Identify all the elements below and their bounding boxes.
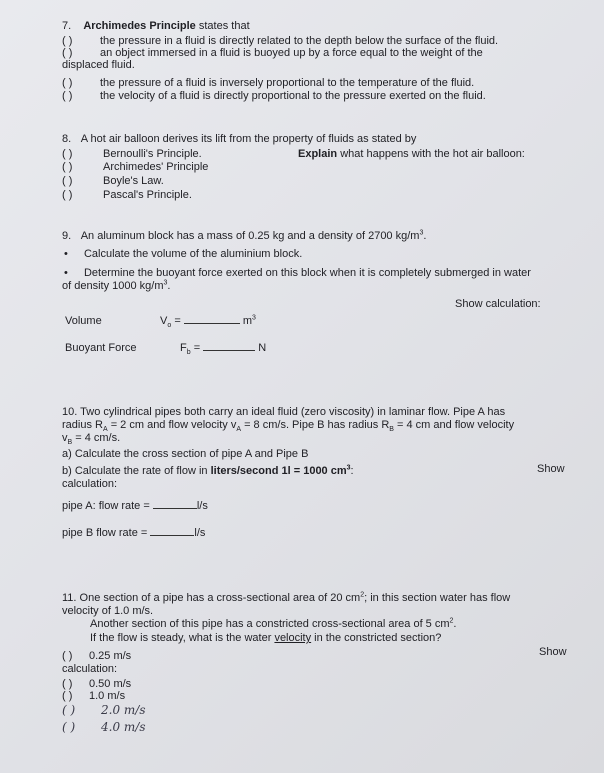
q10-pipe-b-blank[interactable]: [150, 535, 194, 536]
q9-bullet-1: [64, 248, 302, 261]
q10-part-b-sup: 3: [346, 464, 351, 472]
q9-force-eq: =: [193, 342, 201, 354]
q10-part-b: [62, 465, 354, 478]
q11-line-4-underlined: velocity: [274, 632, 312, 644]
q11-hand-mark-1[interactable]: ( ): [62, 703, 76, 717]
q10-pipe-b-unit: l/s: [194, 527, 206, 539]
q10-calculation: calculation:: [62, 478, 118, 490]
q8-option-text-3: Boyle's Law.: [103, 175, 164, 187]
q8-explain-bold: Explain: [298, 148, 338, 160]
q11-hand-text-1: 2.0 m/s: [101, 703, 146, 717]
q9-heading: [62, 230, 426, 243]
q8-option-mark-2[interactable]: ( ): [62, 161, 73, 173]
q9-text-end: .: [423, 230, 427, 242]
q10-line-3b: = 4 cm/s.: [72, 432, 121, 444]
q7-option-text-2: an object immersed in a fluid is buoyed up by a force equal to the weight of the: [100, 47, 483, 59]
q9-number: 9.: [62, 230, 72, 242]
q9-volume-eq: =: [174, 315, 181, 327]
q7-option-mark-4[interactable]: ( ): [62, 90, 73, 102]
q7-option-text-3: the pressure of a fluid is inversely proportional to the temperature of the fluid.: [100, 77, 475, 89]
q11-option-mark-2[interactable]: ( ): [62, 678, 73, 690]
q11-option-mark-3[interactable]: ( ): [62, 690, 73, 702]
q9-volume-sub: o: [167, 322, 172, 330]
q11-option-text-3: 1.0 m/s: [89, 690, 126, 702]
q11-line-1: [62, 592, 510, 605]
q7-option-wrap: displaced fluid.: [62, 59, 135, 71]
q9-volume-blank[interactable]: [184, 323, 240, 324]
q8-option-mark-1[interactable]: ( ): [62, 148, 73, 160]
q10-line-2b: = 2 cm and flow velocity v: [107, 419, 237, 431]
q11-hand-mark-2[interactable]: ( ): [62, 720, 76, 734]
q8-number: 8.: [62, 133, 72, 145]
q7-option-mark-3[interactable]: ( ): [62, 77, 73, 89]
q11-line-3: [90, 618, 456, 631]
q10-number: 10.: [62, 406, 78, 418]
q11-show: Show: [539, 646, 567, 658]
q10-line-2: [62, 419, 514, 432]
q9-bullet-2-text: Determine the buoyant force exerted on this block when it is completely submerged in water: [83, 267, 531, 279]
q11-hand-text-2: 4.0 m/s: [101, 720, 146, 734]
q10-pipe-b-label: pipe B flow rate =: [62, 527, 148, 539]
q11-line-4: [90, 632, 441, 645]
q10-part-a: a) Calculate the cross section of pipe A and Pipe B: [62, 448, 309, 460]
q11-number: 11.: [62, 592, 77, 604]
q9-bullet-1-text: Calculate the volume of the aluminium block.: [83, 248, 303, 260]
q8-explain-prompt: [298, 148, 525, 161]
q7-option-mark-2[interactable]: ( ): [62, 47, 73, 59]
q8-option-text-4: Pascal's Principle.: [103, 189, 192, 201]
q10-line-1-text: Two cylindrical pipes both carry an ideal fluid (zero viscosity) in laminar flow. Pipe A has: [80, 406, 506, 418]
q8-text: A hot air balloon derives its lift from the property of fluids as stated by: [80, 133, 417, 145]
q11-line-4a: If the flow is steady, what is the water: [90, 632, 275, 644]
q9-bullet-2-wrap: [62, 280, 170, 293]
q8-option-mark-3[interactable]: ( ): [62, 175, 73, 187]
q9-volume-label: Volume: [65, 315, 102, 327]
q7-option-text-1: the pressure in a fluid is directly related to the depth below the surface of the fluid.: [100, 35, 499, 47]
q10-line-1: [62, 406, 505, 419]
q9-force-unit: N: [258, 342, 267, 354]
q8-heading: [62, 133, 416, 146]
bullet-icon: •: [64, 248, 68, 260]
q11-option-mark-1[interactable]: ( ): [62, 650, 73, 662]
q7-option-mark-1[interactable]: ( ): [62, 35, 73, 47]
q9-text: An aluminum block has a mass of 0.25 kg and a density of 2700 kg/m: [80, 230, 420, 242]
q9-bullet-2: [64, 267, 531, 280]
q9-volume-var: V: [160, 315, 168, 327]
q8-explain-rest: what happens with the hot air balloon:: [340, 148, 525, 160]
q10-line-3a-sub: B: [67, 439, 73, 447]
q7-title-rest: states that: [198, 20, 250, 32]
q10-line-2b-sub: A: [236, 426, 242, 434]
q10-pipe-a-blank[interactable]: [153, 508, 197, 509]
q9-bullet-2-sup: 3: [163, 279, 168, 287]
q7-heading: [62, 20, 250, 33]
q7-number: 7.: [62, 20, 72, 32]
q11-calculation: calculation:: [62, 663, 118, 675]
q11-line-1-sup: 2: [360, 591, 365, 599]
q9-volume-unit: m: [242, 315, 253, 327]
q9-force-label: Buoyant Force: [65, 342, 137, 354]
q10-line-2c: = 8 cm/s. Pipe B has radius R: [241, 419, 390, 431]
q8-option-text-1: Bernoulli's Principle.: [103, 148, 202, 160]
q11-option-text-1: 0.25 m/s: [89, 650, 132, 662]
q10-line-3: [62, 432, 120, 445]
q10-part-b-bold: liters/second 1l = 1000 cm: [210, 465, 347, 477]
q10-pipe-a: [62, 500, 208, 513]
q11-line-4b: in the constricted section?: [311, 632, 442, 644]
q9-force-sub: b: [186, 349, 191, 357]
q8-option-mark-4[interactable]: ( ): [62, 189, 73, 201]
q10-part-b-end: :: [350, 465, 354, 477]
q9-force-blank[interactable]: [203, 350, 255, 351]
q10-line-3a: v: [62, 432, 68, 444]
q10-show: Show: [537, 463, 565, 475]
q11-line-3-sup: 2: [449, 617, 454, 625]
q7-option-text-4: the velocity of a fluid is directly proportional to the pressure exerted on the fluid.: [100, 90, 486, 102]
q10-line-2c-sub: B: [389, 426, 394, 434]
q8-option-text-2: Archimedes' Principle: [103, 161, 209, 173]
q11-line-3b: .: [453, 618, 457, 630]
q9-volume-answer: [160, 315, 256, 328]
q10-pipe-b: [62, 527, 205, 540]
q10-line-2a: radius R: [62, 419, 103, 431]
q11-line-3a: Another section of this pipe has a constricted cross-sectional area of 5 cm: [90, 618, 450, 630]
q11-line-1b: ; in this section water has flow: [364, 592, 511, 604]
q11-line-1a: One section of a pipe has a cross-sectional area of 20 cm: [79, 592, 361, 604]
q9-bullet-2-wrap-text: of density 1000 kg/m: [62, 280, 164, 292]
q10-line-2d: = 4 cm and flow velocity: [393, 419, 515, 431]
q11-option-text-2: 0.50 m/s: [89, 678, 132, 690]
q9-show-calculation: Show calculation:: [455, 298, 541, 310]
q9-bullet-2-end: .: [167, 280, 171, 292]
q9-force-answer: [180, 342, 266, 355]
q9-volume-unit-sup: 3: [252, 314, 256, 322]
q10-pipe-a-unit: l/s: [196, 500, 208, 512]
q9-force-var: F: [180, 342, 187, 354]
q7-title: Archimedes Principle: [83, 20, 196, 32]
q11-line-2: velocity of 1.0 m/s.: [62, 605, 154, 617]
q10-line-2a-sub: A: [102, 426, 108, 434]
q10-part-b-text: b) Calculate the rate of flow in: [62, 465, 211, 477]
bullet-icon: •: [64, 267, 68, 279]
q9-text-sup: 3: [419, 229, 424, 237]
q10-pipe-a-label: pipe A: flow rate =: [62, 500, 150, 512]
